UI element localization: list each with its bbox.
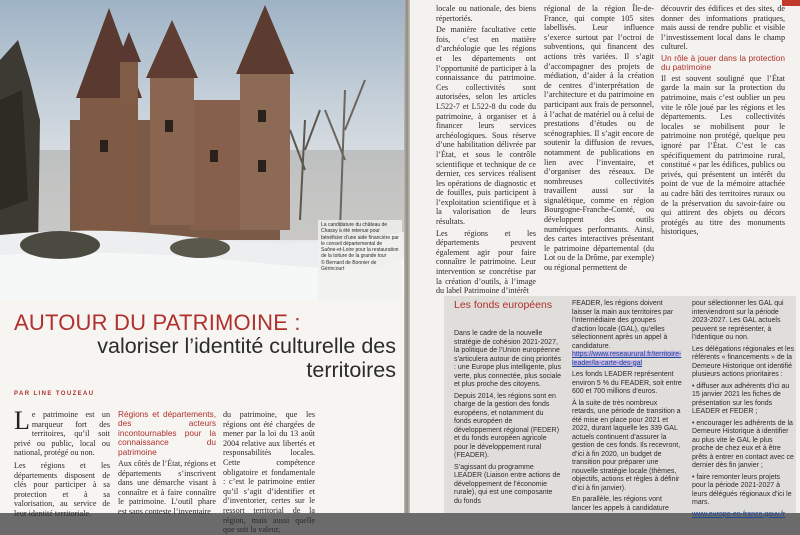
gal-map-link[interactable]: https://www.reseaurural.fr/territoire-leader/la-carte-des-gal xyxy=(572,351,682,367)
left-column-1 xyxy=(14,406,110,518)
right-page xyxy=(410,0,800,518)
dropcap: L xyxy=(14,406,30,435)
chateau-photo xyxy=(0,0,404,300)
paragraph: Les régions et les départements disposent de clés pour participer à sa protection et à sa valorisation, au service de leur identité territoriale. xyxy=(14,460,110,518)
paragraph: Aux côtés de l’État, régions et départements s’inscrivent dans une démarche visant à connaître et à faire connaître le patrimoine. L’outil phare est sans conteste l’inventaire xyxy=(118,459,216,516)
paragraph: Les fonds LEADER représentent environ 5 % du FEADER, soit entre 600 et 700 millions d’euros. xyxy=(572,371,682,395)
paragraph: S’agissant du programme LEADER (Liaison entre actions de développement de l’économie rurale), qui est une composante du fonds xyxy=(454,463,561,505)
bullet-item: • encourager les adhérents de la Demeure Historique à identifier au plus vite le GAL le plus proche de chez eux et à être prêts à entrer en contact avec ce dernier dès fin janvier ; xyxy=(692,419,794,469)
paragraph: Dans le cadre de la nouvelle stratégie de cohésion 2021-2027, la politique de l’Union européenne s’articulera autour de cinq priorités : une Europe plus intelligente, plus verte, plus connectée, plus sociale et plus proche des citoyens. xyxy=(454,330,562,388)
bullet-item: • diffuser aux adhérents d’ici au 15 janvier 2021 les fiches de présentation sur les fonds LEADER et FEDER ; xyxy=(692,382,790,415)
box-column-2 xyxy=(572,300,682,513)
right-column-2 xyxy=(544,4,654,294)
byline: PAR LINE TOUZEAU xyxy=(14,391,95,397)
paragraph: Depuis 2014, les régions sont en charge de la gestion des fonds européens, et notamment du fonds européen de développement régional (FEDER) et du fonds européen agricole pour le développement rural (FEADER). xyxy=(454,392,560,459)
sidebar-box xyxy=(444,296,796,518)
paragraph: découvrir des édifices et des sites, de donner des informations pratiques, mais aussi de rendre public et visible l’investissement local dans le champ culturel. xyxy=(661,4,785,52)
paragraph: régional de la région Île-de-France, qui compte 105 sites labellisés. Leur influence s’exerce surtout par l’octroi de subventions, qui financent des actions très variées. Il s’agit d’accompagner des projets de médiation, d’aider à la création de centres d’interprétation de l’architecture et du patrimoine en participant aux frais de personnel, à l’achat de matériel ou à celui de prestations d’études ou de scénographies. Il s’agit encore de soutenir la diffusion de revues, notamment de publications en lien avec l’inventaire, et d’organiser des réseaux. De nombreuses collectivités travaillent aussi sur la signalétique, comme en région Bourgogne-Franche-Comté, ou développent des outils numériques performants. Ainsi, des cartes interactives présentant le patrimoine départemental (du Lot ou de la Drôme, par exemple) ou régional permettent de xyxy=(544,4,654,273)
left-column-3 xyxy=(223,410,315,535)
left-column-2 xyxy=(118,409,216,516)
caption-text: La candidature du château de Chassy a été retenue pour bénéficier d’une aide financière par le conseil départemental de Saône-et-Loire pour la restauration de la toiture de la grande tour xyxy=(321,222,399,260)
paragraph: De manière facultative cette fois, c’est en matière d’archéologie que les régions et les départements ont l’opportunité de participer à la connaissance du patrimoine. Ces collectivités sont autorisées, selon les articles L522-7 et L522-8 du code du patrimoine, à organiser et à financer leurs services archéologiques. Sous réserve d’une habilitation délivrée par l’État, et sous le contrôle scientifique et technique de ce dernier, ces services réalisent les opérations de diagnostic et de fouilles, puis participent à l’exploitation scientifique et à la valorisation de leurs résultats. xyxy=(436,25,536,227)
caption-credit: © Bernard de Bonnier de Gérincourt xyxy=(321,259,377,273)
paragraph: En parallèle, les régions vont lancer les appels à candidature xyxy=(572,496,669,512)
section-subhead: Un rôle à jouer dans la protection du patrimoine xyxy=(661,52,785,73)
right-column-1 xyxy=(436,4,536,294)
paragraph: Les régions et les départements peuvent également agir pour faire connaître le patrimoine. Leur intervention se concrétise par la création d’outils, à l’image du label Patrimoine d’intérêt xyxy=(436,228,536,296)
paragraph: À la suite de très nombreux retards, une période de transition a été mise en place pour 2021 et 2022, durant laquelle les 339 GAL actuels continuent d’assurer la gestion de ces fonds. Ils recevront, d’ici à fin 2020, un budget de transition pour préparer une nouvelle stratégie locale (thèmes, objectifs, actions et règles à définir d’ici à fin janvier). xyxy=(572,399,681,492)
paragraph: du patrimoine, que les régions ont été chargées de mener par la loi du 13 août 2004 relative aux libertés et responsabilités locales. Cette compétence obligatoire et fondamentale : c’est le patrimoine entier qu’il s’agit d’identifier et d’inventorier, certes sur le ressort territorial de la région, mais aussi quelle que soit la valeur, xyxy=(223,410,315,535)
europe-link[interactable]: www.europe-en-france.gouv.fr xyxy=(692,510,786,518)
paragraph: FEADER, les régions doivent laisser la main aux territoires par l’intermédiaire des groupes d’action locale (GAL), qu’elles sélectionnent après un appel à candidature. xyxy=(572,300,674,350)
right-column-3 xyxy=(661,4,785,294)
paragraph: pour sélectionner les GAL qui interviendront sur la période 2023-2027. Les GAL actuels peuvent se représenter, à l’identique ou non. xyxy=(692,300,784,341)
paragraph: Les délégations régionales et les référents « financements » de la Demeure Historique ont identifié plusieurs actions prioritaires : xyxy=(692,345,794,378)
article-title: AUTOUR DU PATRIMOINE : xyxy=(14,310,301,335)
intro-paragraph: e patrimoine est un marqueur fort des territoires, qu’il soit privé ou public, local ou national, protégé ou non. xyxy=(14,410,110,458)
article-subtitle: valoriser l’identité culturelle des territoires xyxy=(97,334,396,382)
box-title: Les fonds européens xyxy=(454,299,553,311)
bullet-item: • faire remonter leurs projets pour la période 2021-2027 à leurs délégués régionaux d’ici le mars. xyxy=(692,473,792,506)
paragraph: locale ou nationale, des biens répertoriés. xyxy=(436,4,536,23)
photo-caption xyxy=(318,220,402,300)
box-column-3 xyxy=(692,300,794,518)
paragraph: Il est souvent souligné que l’État garde la main sur la protection du patrimoine, mais c’est oublier un peu vite le rôle joué par les régions et les départements. Les collectivités locales se mobilisent pour le patrimoine non protégé, quelque peu ignoré par l’État. C’est le cas spécifiquement du patrimoine rural, constitué « par les édifices, publics ou privés, qui présentent un intérêt du point de vue de la mémoire attachée au cadre bâti des territoires ruraux ou de la préservation du savoir-faire ou qui attirent des objets ou décors protégés au titre des monuments historiques, xyxy=(661,73,785,237)
section-subhead: Régions et départements, des acteurs incontournables pour la connaissance du patrimoine xyxy=(118,409,216,457)
box-column-1 xyxy=(454,330,562,513)
